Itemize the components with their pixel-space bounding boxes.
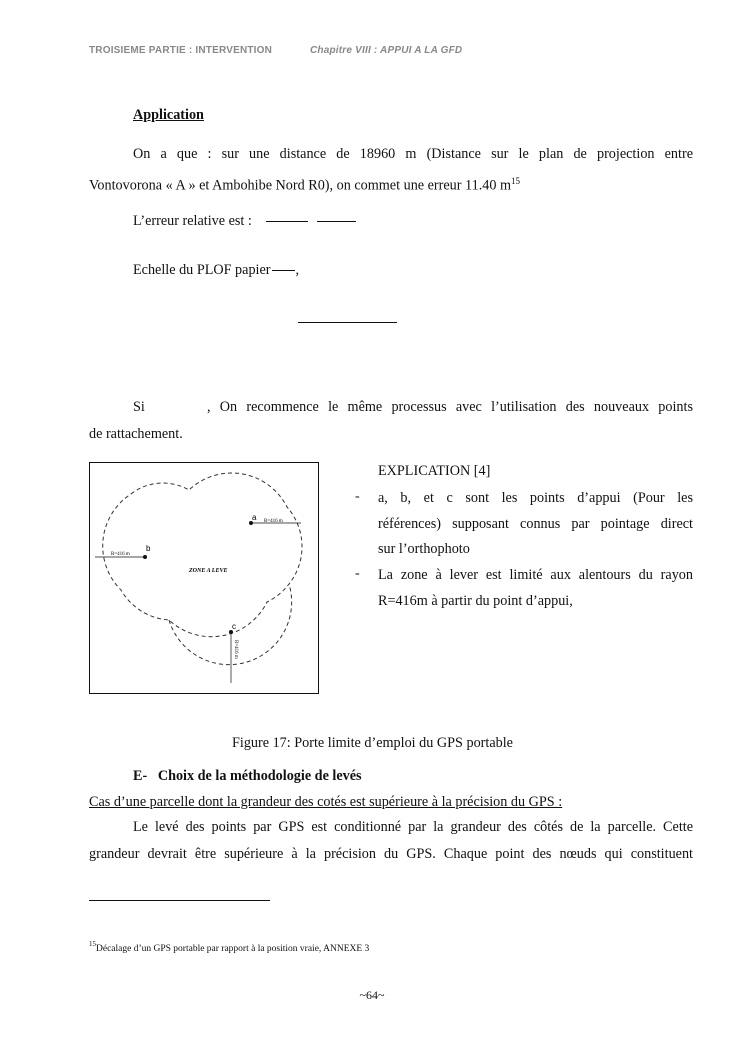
radius-b-label: R=416 m bbox=[111, 552, 130, 557]
section-e-heading bbox=[133, 767, 362, 785]
scale-label: Echelle du PLOF papier bbox=[133, 262, 271, 278]
running-header-chapter: Chapitre VIII : APPUI A LA GFD bbox=[310, 45, 463, 56]
radius-a-label: R=416 m bbox=[264, 519, 283, 524]
section-e-title: Choix de la méthodologie de levés bbox=[157, 768, 362, 784]
bullet1-line2: références) supposant connus par pointage direct bbox=[378, 516, 693, 532]
bullet2-line2: R=416m à partir du point d’appui, bbox=[378, 593, 573, 609]
section-e-line1: Le levé des points par GPS est conditionné par la grandeur des côtés de la parcelle. Cette bbox=[133, 819, 693, 835]
fraction-bar bbox=[266, 221, 308, 222]
zone-label: ZONE A LEVE bbox=[189, 568, 228, 574]
application-heading: Application bbox=[133, 107, 204, 123]
bullet1-line3: sur l’orthophoto bbox=[378, 541, 470, 557]
bullet2-line1: La zone à lever est limité aux alentours du rayon bbox=[378, 567, 693, 583]
radius-c-label: R=416 m bbox=[233, 640, 238, 659]
footnote bbox=[89, 940, 369, 954]
page-number: ~64~ bbox=[359, 988, 385, 1002]
application-line-2 bbox=[89, 172, 520, 195]
running-header-part: TROISIEME PARTIE : INTERVENTION bbox=[89, 45, 273, 56]
fraction-bar bbox=[272, 270, 295, 271]
application-line-1: On a que : sur une distance de 18960 m (Distance sur le plan de projection entre bbox=[133, 146, 693, 162]
point-b-label: b bbox=[146, 544, 151, 553]
scale-line bbox=[133, 261, 299, 279]
si-rest: , On recommence le même processus avec l’utilisation des nouveaux points bbox=[207, 399, 693, 415]
footnote-rule bbox=[89, 900, 270, 901]
point-c-label: c bbox=[232, 622, 236, 631]
scale-suffix: , bbox=[295, 262, 300, 278]
point-a-label: a bbox=[252, 513, 257, 522]
figure-caption: Figure 17: Porte limite d’emploi du GPS portable bbox=[232, 735, 513, 751]
gps-limit-figure bbox=[89, 462, 319, 694]
bullet1-line1: a, b, et c sont les points d’appui (Pour les bbox=[378, 490, 693, 506]
si-line-2: de rattachement. bbox=[89, 426, 183, 442]
footnote-text: Décalage d’un GPS portable par rapport à la position vraie, ANNEXE 3 bbox=[96, 944, 370, 954]
relative-error-label: L’erreur relative est : bbox=[133, 213, 252, 229]
section-e-line2: grandeur devrait être supérieure à la précision du GPS. Chaque point des nœuds qui constituent bbox=[89, 846, 693, 862]
figure-frame bbox=[90, 463, 319, 694]
bullet-dash: - bbox=[355, 566, 360, 581]
footnote-ref[interactable]: 15 bbox=[511, 176, 521, 186]
si-word: Si bbox=[133, 399, 145, 415]
section-e-letter: E- bbox=[133, 768, 148, 784]
fraction-bar bbox=[317, 221, 356, 222]
application-line-2-text: Vontovorona « A » et Ambohibe Nord R0), on commet une erreur 11.40 m bbox=[89, 177, 512, 194]
section-e-subtitle: Cas d’une parcelle dont la grandeur des cotés est supérieure à la précision du GPS : bbox=[89, 794, 563, 810]
figure-svg bbox=[89, 462, 319, 694]
footnote-number: 15 bbox=[89, 940, 96, 948]
bullet-dash: - bbox=[355, 489, 360, 504]
fraction-bar bbox=[298, 322, 397, 323]
explication-title: EXPLICATION [4] bbox=[378, 463, 491, 479]
